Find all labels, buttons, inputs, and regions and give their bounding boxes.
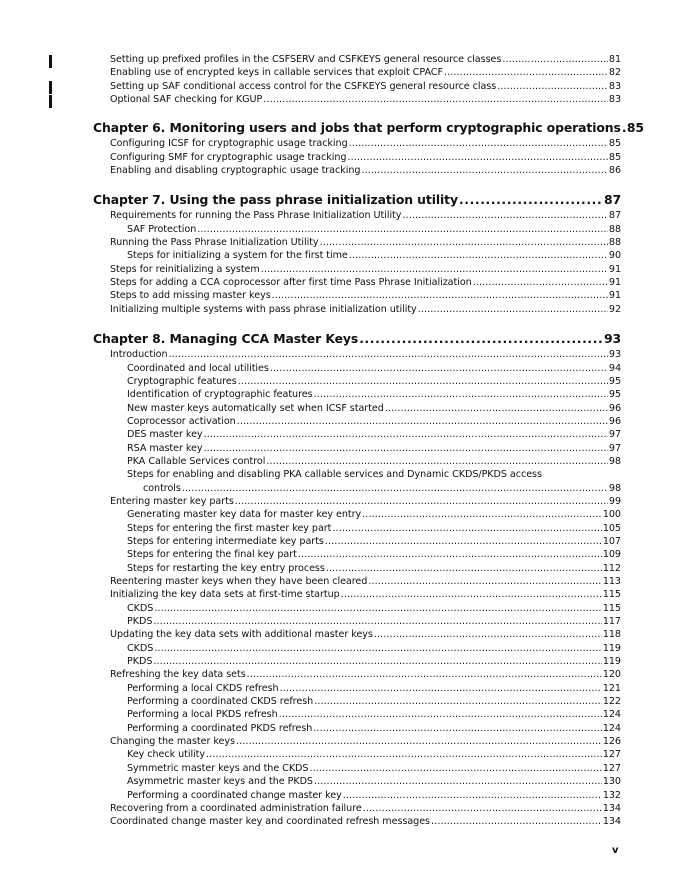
toc-entry-title: Steps for adding a CCA coprocessor after first time Pass Phrase Initialization [110,277,472,289]
toc-entry-title: Configuring SMF for cryptographic usage tracking [110,151,347,163]
toc-entry[interactable] [93,442,621,455]
toc-entry-page: 134 [602,802,621,814]
toc-entry-title: Symmetric master keys and the CKDS [127,762,309,774]
toc-entry-page: 87 [603,192,621,208]
leader-dots [204,442,608,455]
leader-dots [332,522,601,535]
toc-entry-title: Steps for reinitializing a system [110,263,260,275]
leader-dots [247,668,602,681]
toc-entry[interactable] [93,815,621,828]
toc-entry[interactable] [93,708,621,721]
toc-entry-page: 83 [608,80,621,92]
leader-dots [153,615,601,628]
toc-entry-title-cont: controls [143,482,181,494]
leader-dots [153,655,601,668]
toc-entry[interactable] [93,164,621,177]
leader-dots [622,119,626,136]
toc-entry-page: 85 [608,151,621,163]
leader-dots [343,789,602,802]
toc-entry-title: Changing the master keys [110,736,235,748]
leader-dots [349,249,608,262]
toc-entry[interactable] [93,276,621,289]
toc-entry[interactable] [93,362,621,375]
leader-dots [363,802,602,815]
leader-dots [473,276,608,289]
toc-entry-page: 127 [602,749,621,761]
leader-dots [309,762,601,775]
leader-dots [235,495,608,508]
toc-entry-title: Introduction [110,349,168,361]
toc-entry[interactable] [93,762,621,775]
toc-entry[interactable] [93,495,621,508]
toc-entry-title: Coprocessor activation [127,415,236,427]
toc-entry-page: 90 [608,250,621,262]
toc-entry-page: 96 [608,415,621,427]
leader-dots [385,402,608,415]
toc-entry-page: 85 [626,120,644,136]
toc-entry-page: 83 [608,94,621,106]
leader-dots [361,164,607,177]
toc-entry[interactable] [93,789,621,802]
toc-entry-title: Coordinated and local utilities [127,362,269,374]
toc-entry-title: Optional SAF checking for KGUP [110,94,263,106]
toc-entry-title: Running the Pass Phrase Initialization Utility [110,237,319,249]
toc-entry[interactable] [93,615,621,628]
toc-entry-title: Entering master key parts [110,495,234,507]
toc-entry-page: 117 [602,616,621,628]
toc-entry-title: Configuring ICSF for cryptographic usage tracking [110,138,348,150]
toc-entry[interactable] [93,223,621,236]
toc-entry-title: Performing a coordinated CKDS refresh [127,696,314,708]
toc-entry-page: 81 [608,54,621,65]
toc-entry[interactable] [93,209,621,222]
toc-entry[interactable] [93,548,621,561]
toc-entry[interactable] [93,588,621,601]
toc-entry-page: 85 [608,138,621,150]
toc-entry[interactable] [93,388,621,401]
toc-entry-title: Performing a local CKDS refresh [127,682,279,694]
change-bar [49,55,52,68]
toc-entry-title: Steps for restarting the key entry process [127,562,325,574]
toc-entry-title: Steps for entering the first master key part [127,522,332,534]
toc-entry[interactable] [93,249,621,262]
leader-dots [204,428,608,441]
leader-dots [236,735,602,748]
toc-entry-page: 87 [608,210,621,222]
toc-entry[interactable] [93,668,621,681]
toc-entry[interactable] [93,642,621,655]
toc-entry-title: Generating master key data for master key entry [127,509,362,521]
leader-dots [349,137,608,150]
leader-dots [326,562,602,575]
toc-entry-page: 127 [602,762,621,774]
toc-entry-title: PKDS [127,656,153,668]
toc-entry[interactable] [93,53,621,66]
toc-entry-page: 120 [602,669,621,681]
toc-entry-page: 105 [602,522,621,534]
toc-entry[interactable] [93,93,621,106]
toc-entry-title: Asymmetric master keys and the PKDS [127,776,313,788]
toc-entry-title: Updating the key data sets with additional master keys [110,629,373,641]
toc-entry-title: Chapter 8. Managing CCA Master Keys [93,331,359,347]
leader-dots [263,93,608,106]
toc-entry-page: 82 [608,67,621,79]
toc-entry-title: Chapter 6. Monitoring users and jobs that perform cryptographic operations [93,120,621,136]
toc-entry-page: 132 [602,789,621,801]
toc-entry-title: Setting up SAF conditional access control for the CSFKEYS general resource class [110,80,497,92]
toc-entry-title: Refreshing the key data sets [110,669,246,681]
toc-entry-page: 112 [602,562,621,574]
leader-dots [325,535,602,548]
leader-dots [197,223,608,236]
leader-dots [280,682,602,695]
toc-entry-title: Performing a coordinated PKDS refresh [127,722,313,734]
toc-entry-title: Enabling and disabling cryptographic usage tracking [110,165,361,177]
toc-entry-title: PKA Callable Services control [127,455,266,467]
toc-entry-page: 100 [602,509,621,521]
toc-entry-title: DES master key [127,429,203,441]
leader-dots [362,508,602,521]
toc-entry[interactable] [93,722,621,735]
leader-dots [261,263,608,276]
toc-entry-title: Setting up prefixed profiles in the CSFSERV and CSFKEYS general resource classes [110,54,502,65]
leader-dots [341,588,602,601]
toc-entry[interactable] [93,682,621,695]
toc-entry-title: RSA master key [127,442,203,454]
toc-chapter[interactable] [93,330,621,347]
change-bars [49,0,52,110]
toc-entry[interactable] [93,602,621,615]
toc-entry-page: 91 [608,290,621,302]
leader-dots [206,748,602,761]
toc-entry-page: 97 [608,429,621,441]
toc-entry-title: CKDS [127,642,154,654]
leader-dots [418,303,608,316]
toc-entry[interactable] [93,695,621,708]
leader-dots [459,191,603,208]
toc-entry-title: Reentering master keys when they have been cleared [110,576,368,587]
toc-entry-page: 134 [602,816,621,828]
leader-dots [270,362,608,375]
toc-entry[interactable] [93,735,621,748]
toc-entry-page: 115 [602,589,621,601]
toc-entry[interactable] [93,415,621,428]
leader-dots [279,708,602,721]
page-number: v [612,845,619,856]
toc-entry[interactable] [93,562,621,575]
toc-entry[interactable] [93,802,621,815]
leader-dots [313,722,602,735]
toc-entry-title: Steps for entering intermediate key parts [127,535,324,547]
leader-dots [368,575,602,588]
toc-chapter[interactable] [93,119,644,136]
toc-entry[interactable] [93,151,621,164]
leader-dots [314,775,602,788]
leader-dots [402,209,607,222]
toc-entry-page: 124 [602,709,621,721]
toc-entry-page: 130 [602,776,621,788]
toc-entry-page: 93 [603,331,621,347]
toc-entry-title: Coordinated change master key and coordinated refresh messages [110,816,431,828]
toc-entry-page: 97 [608,442,621,454]
leader-dots [266,455,608,468]
leader-dots [298,548,602,561]
toc-entry-title: Initializing multiple systems with pass phrase initialization utility [110,303,417,315]
toc-entry-page: 124 [602,722,621,734]
toc-entry-page: 94 [608,362,621,374]
toc-entry-page: 93 [608,349,621,361]
toc-entry-page: 121 [602,682,621,694]
leader-dots [237,415,608,428]
toc-entry-title: Requirements for running the Pass Phrase Initialization Utility [110,210,402,222]
toc-entry[interactable] [93,628,621,641]
toc-entry[interactable] [93,236,621,249]
leader-dots [502,53,608,66]
leader-dots [314,695,602,708]
toc-entry-title: PKDS [127,616,153,628]
toc-entry-page: 95 [608,389,621,401]
toc-entry-title: Steps for enabling and disabling PKA callable services and Dynamic CKDS/PKDS access [127,469,542,481]
toc-entry-title: CKDS [127,602,154,614]
toc-entry-page: 109 [602,549,621,561]
toc-chapter[interactable] [93,191,621,208]
toc-entry-page: 92 [608,303,621,315]
toc-entry[interactable] [93,289,621,302]
toc-entry[interactable] [93,375,621,388]
change-bar [49,81,52,94]
toc-entry[interactable] [93,263,621,276]
leader-dots [314,388,608,401]
toc-entry-title: Enabling use of encrypted keys in callable services that exploit CPACF [110,67,443,79]
toc-entry-title: Performing a coordinated change master key [127,789,342,801]
toc-entry-title: New master keys automatically set when ICSF started [127,402,384,414]
toc-entry-title: Key check utility [127,749,206,761]
toc-entry-title: Recovering from a coordinated administration failure [110,802,362,814]
toc-entry[interactable] [93,508,621,521]
toc-entry-page: 119 [602,656,621,668]
toc-entry-page: 86 [608,165,621,177]
toc-entry[interactable] [93,402,621,415]
toc-entry[interactable] [93,575,621,588]
toc-entry[interactable] [93,303,621,316]
leader-dots [347,151,607,164]
toc-entry-page: 126 [602,736,621,748]
toc-entry-page: 98 [608,482,621,494]
toc-entry-page: 95 [608,375,621,387]
change-bar [49,95,52,108]
leader-dots [497,80,608,93]
toc-entry-title: Steps for entering the final key part [127,549,297,561]
toc-entry-page: 113 [602,576,621,587]
toc-entry[interactable] [93,775,621,788]
toc-entry-page: 88 [608,237,621,249]
toc-entry-title: Steps to add missing master keys [110,290,271,302]
toc-entry-page: 91 [608,277,621,289]
leader-dots [431,815,602,828]
leader-dots [444,66,608,79]
leader-dots [320,236,608,249]
toc-entry[interactable] [93,137,621,150]
toc-entry-page: 91 [608,263,621,275]
toc-entry[interactable] [93,535,621,548]
toc-entry-page: 98 [608,455,621,467]
leader-dots [169,348,608,361]
toc-entry[interactable] [93,80,621,93]
toc-entry-title: SAF Protection [127,223,197,235]
toc-entry[interactable] [93,455,621,468]
toc-entry-title: Chapter 7. Using the pass phrase initialization utility [93,192,458,208]
toc-entry-page: 122 [602,696,621,708]
leader-dots [154,642,602,655]
toc-entry[interactable] [93,348,621,361]
toc-entry-page: 118 [602,629,621,641]
toc-entry-page: 88 [608,223,621,235]
toc-entry-page: 119 [602,642,621,654]
leader-dots [238,375,608,388]
table-of-contents [93,53,644,829]
leader-dots [272,289,608,302]
toc-entry-page: 107 [602,535,621,547]
toc-entry[interactable] [93,66,621,79]
toc-entry-title: Steps for initializing a system for the first time [127,250,348,262]
leader-dots [359,330,603,347]
toc-entry[interactable] [93,655,621,668]
toc-entry-title: Identification of cryptographic features [127,389,313,401]
toc-entry-title: Cryptographic features [127,375,237,387]
toc-entry-page: 96 [608,402,621,414]
toc-entry[interactable] [93,748,621,761]
toc-entry[interactable] [93,468,621,495]
leader-dots [182,482,608,495]
toc-entry-page: 99 [608,495,621,507]
toc-entry[interactable] [93,428,621,441]
toc-entry[interactable] [93,522,621,535]
toc-entry-title: Initializing the key data sets at first-time startup [110,589,340,601]
toc-entry-page: 115 [602,602,621,614]
toc-entry-title: Performing a local PKDS refresh [127,709,278,721]
leader-dots [374,628,602,641]
leader-dots [154,602,602,615]
